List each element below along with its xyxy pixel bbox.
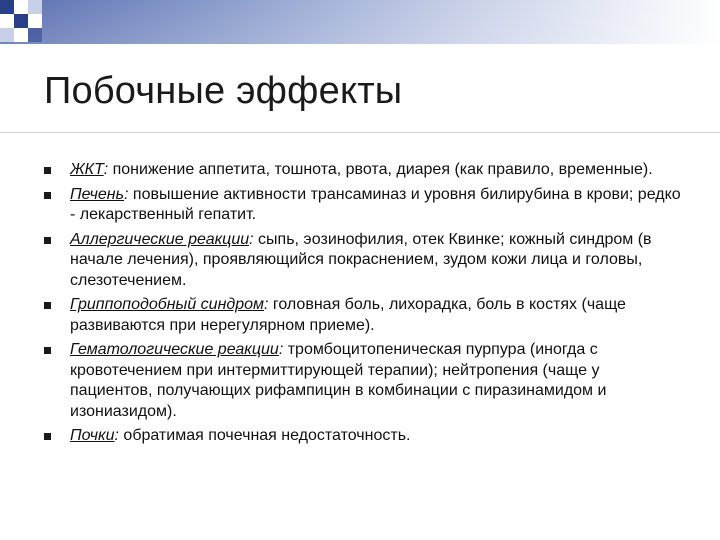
bullet-item-gi xyxy=(44,160,684,181)
bullet-text: понижение аппетита, тошнота, рвота, диарея (как правило, временные). xyxy=(108,161,653,178)
square-bullet-icon xyxy=(44,433,51,440)
bullet-item-allergic xyxy=(44,230,684,292)
bullet-term: Почки xyxy=(70,427,115,444)
decor-square xyxy=(28,0,42,14)
bullet-text: тромбоцитопеническая пурпура (иногда с кровотечением при интермиттирующей терапии); нейтропения (чаще у пациентов, получающих рифампицин в комбинации с пиразинамидом и изониазидом). xyxy=(70,341,607,420)
bullet-item-flu-like xyxy=(44,295,684,336)
square-bullet-icon xyxy=(44,302,51,309)
square-bullet-icon xyxy=(44,347,51,354)
bullet-text: сыпь, эозинофилия, отек Квинке; кожный синдром (в начале лечения), проявляющийся покраснением, зудом кожи лица и головы, слезотечением. xyxy=(70,230,652,289)
slide-title: Побочные эффекты xyxy=(44,70,403,112)
bullet-colon: : xyxy=(249,230,254,248)
bullet-colon: : xyxy=(263,296,269,313)
bullet-colon: : xyxy=(114,427,119,444)
bullet-colon: : xyxy=(103,161,109,178)
bullet-text: головная боль, лихорадка, боль в костях (чаще развиваются при нерегулярном приеме). xyxy=(70,296,626,334)
square-bullet-icon xyxy=(44,167,51,174)
bullet-colon: : xyxy=(124,185,129,203)
decor-square xyxy=(28,14,42,28)
bullet-term: Печень xyxy=(70,185,124,203)
bullet-item-kidneys xyxy=(44,426,684,447)
bullet-term: Гематологические реакции xyxy=(70,341,279,358)
decor-square xyxy=(28,28,42,42)
decor-square xyxy=(0,14,14,28)
decor-square xyxy=(0,28,14,42)
bullet-term: ЖКТ xyxy=(70,161,104,178)
decor-square xyxy=(14,0,28,14)
decor-square xyxy=(14,28,28,42)
bullet-colon: : xyxy=(278,341,284,358)
bullet-term: Аллергические реакции xyxy=(70,230,250,248)
decor-square xyxy=(14,14,28,28)
corner-decoration xyxy=(0,0,60,44)
decor-square xyxy=(0,0,14,14)
bullet-item-hematologic xyxy=(44,340,684,422)
title-divider xyxy=(0,132,720,133)
bullet-term: Гриппоподобный синдром xyxy=(70,296,264,313)
bullet-item-liver xyxy=(44,185,684,226)
bullet-text: повышение активности трансаминаз и уровня билирубина в крови; редко - лекарственный гепатит. xyxy=(70,185,681,223)
square-bullet-icon xyxy=(44,237,51,244)
bullet-list xyxy=(44,160,684,451)
bullet-text: обратимая почечная недостаточность. xyxy=(118,427,411,444)
header-gradient-fade xyxy=(0,0,720,44)
square-bullet-icon xyxy=(44,192,51,199)
